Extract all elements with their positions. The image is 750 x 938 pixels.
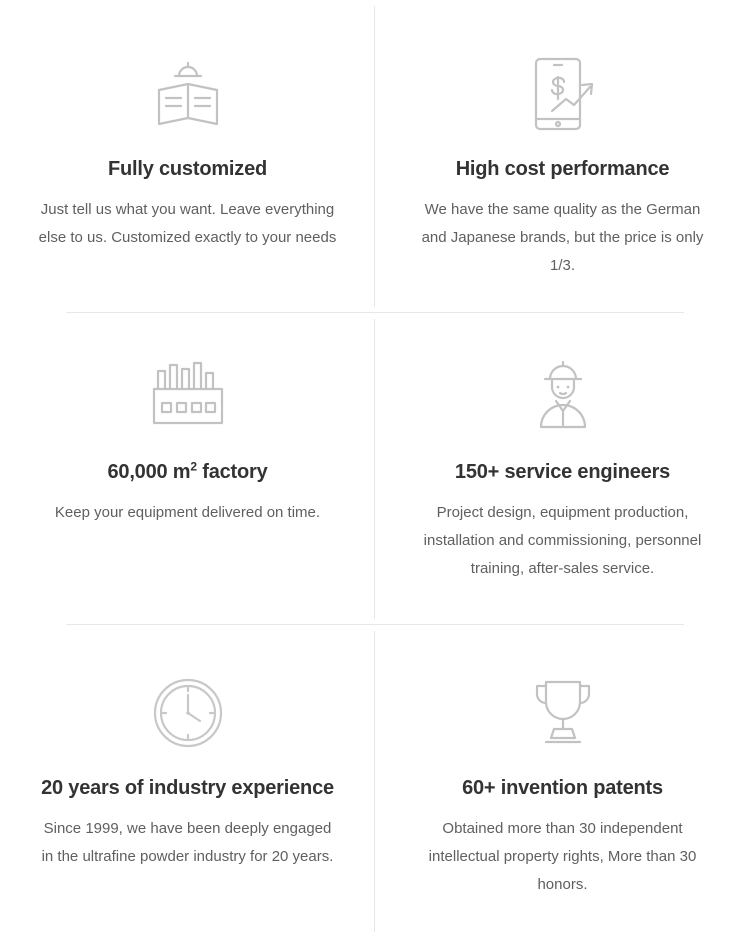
feature-title: 60+ invention patents bbox=[462, 777, 663, 800]
feature-card-fully-customized bbox=[0, 0, 375, 313]
feature-card-factory bbox=[0, 313, 375, 626]
feature-title bbox=[107, 459, 267, 485]
feature-title: 150+ service engineers bbox=[454, 460, 671, 483]
trophy-icon bbox=[524, 665, 602, 761]
feature-title: Fully customized bbox=[107, 158, 268, 180]
feature-description: Keep your equipment delivered on time. bbox=[54, 503, 321, 521]
feature-description: Project design, equipment production, installation and commissioning, personnel training, after-sales service. bbox=[423, 503, 702, 577]
factory-icon bbox=[144, 349, 232, 445]
feature-title: High cost performance bbox=[455, 158, 670, 180]
brochure-engineer-icon bbox=[145, 46, 231, 142]
feature-title-prefix: 60,000 m bbox=[107, 460, 191, 483]
feature-description: Obtained more than 30 independent intellectual property rights, More than 30 honors. bbox=[428, 820, 697, 894]
feature-title: 20 years of industry experience bbox=[41, 777, 334, 800]
feature-title-suffix: factory bbox=[196, 460, 268, 483]
feature-title-superscript: 2 bbox=[190, 459, 197, 473]
feature-card-industry-experience bbox=[0, 625, 375, 938]
feature-description: Just tell us what you want. Leave everything else to us. Customized exactly to your needs bbox=[38, 201, 337, 246]
service-engineer-icon bbox=[524, 349, 602, 445]
feature-description: Since 1999, we have been deeply engaged in the ultrafine powder industry for 20 years. bbox=[41, 820, 334, 866]
feature-card-high-cost-performance bbox=[375, 0, 750, 313]
feature-card-invention-patents bbox=[375, 625, 750, 938]
mobile-payment-growth-icon bbox=[518, 46, 608, 142]
feature-description: We have the same quality as the German and Japanese brands, but the price is only 1/3. bbox=[421, 201, 704, 274]
feature-card-service-engineers bbox=[375, 313, 750, 626]
clock-icon bbox=[151, 665, 225, 761]
